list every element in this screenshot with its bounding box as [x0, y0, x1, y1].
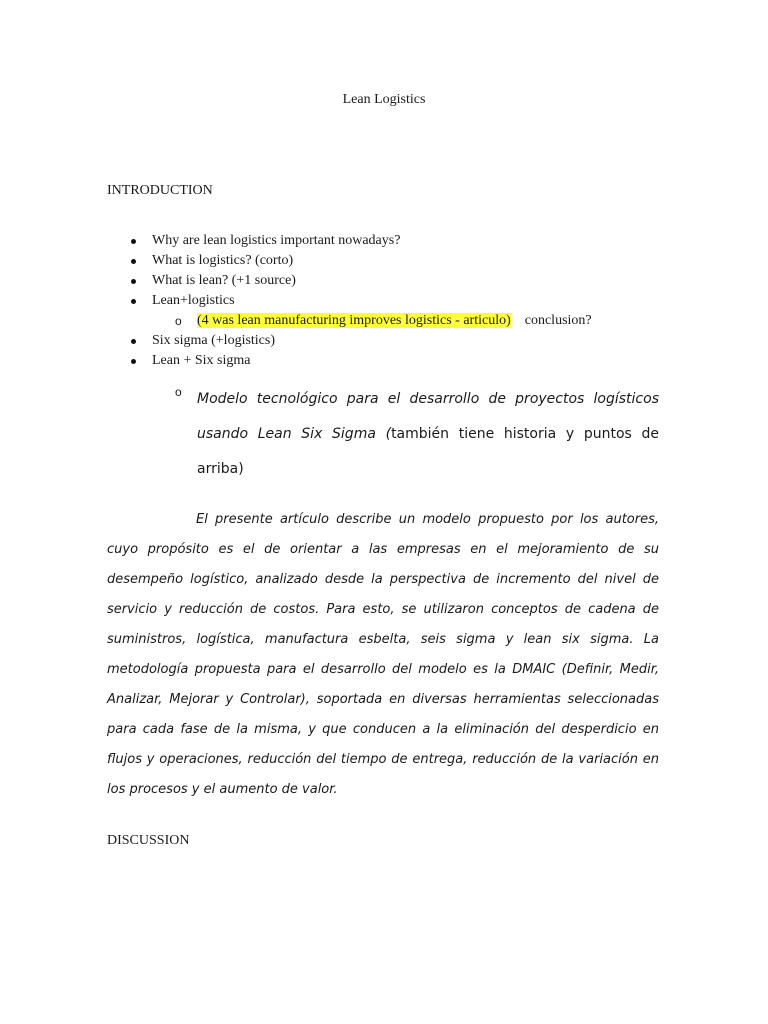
bullet-dot-icon — [131, 239, 136, 244]
intro-bullet-list — [107, 231, 667, 371]
list-item-text: Why are lean logistics important nowadays? — [152, 233, 401, 248]
list-item-text: Six sigma (+logistics) — [152, 333, 276, 348]
introduction-heading: INTRODUCTION — [107, 183, 213, 198]
bullet-dot-icon — [131, 279, 136, 284]
model-normal-text: también tiene historia y puntos de arriba) — [197, 426, 660, 477]
bullet-dot-icon — [131, 339, 136, 344]
sub-list-item — [107, 311, 667, 331]
model-italic-text: Modelo tecnológico para el desarrollo de proyectos logísticos usando Lean Six Sigma ( — [197, 391, 659, 442]
list-item-text: What is lean? (+1 source) — [152, 273, 296, 288]
model-list-item — [197, 382, 659, 487]
document-title: Lean Logistics — [342, 92, 426, 107]
bullet-dot-icon — [131, 359, 136, 364]
circle-bullet-icon: o — [175, 314, 182, 328]
list-item-text: Lean + Six sigma — [152, 353, 251, 368]
list-item-text: Lean+logistics — [152, 293, 235, 308]
abstract-paragraph: El presente artículo describe un modelo propuesto por los autores, cuyo propósito es el de orientar a las empresas en el mejoramiento de su desempeño logístico, analizado desde la perspectiva de incremento del nivel de servicio y reducción de costos. Para esto, se utilizaron conceptos de cadena de suministros, logística, manufactura esbelta, seis sigma y lean six sigma. La metodología propuesta para el desarrollo del modelo es la DMAIC (Definir, Medir, Analizar, Mejorar y Controlar), soportada en diversas herramientas seleccionadas para cada fase de la misma, y que conducen a la eliminación del desperdicio en flujos y operaciones, reducción del tiempo de entrega, reducción de la variación en los procesos y el aumento de valor. — [107, 512, 659, 797]
list-item — [107, 251, 667, 271]
list-item — [107, 331, 667, 351]
list-item-text: What is logistics? (corto) — [152, 253, 294, 268]
bullet-dot-icon — [131, 259, 136, 264]
sub-item-trailing-text: conclusion? — [524, 313, 592, 328]
highlighted-text: (4 was lean manufacturing improves logistics - articulo) — [197, 313, 511, 328]
list-item — [107, 351, 667, 371]
list-item — [107, 231, 667, 251]
list-item — [107, 291, 667, 311]
list-item — [107, 271, 667, 291]
bullet-dot-icon — [131, 299, 136, 304]
discussion-heading: DISCUSSION — [107, 833, 190, 848]
circle-bullet-icon: o — [175, 385, 182, 399]
